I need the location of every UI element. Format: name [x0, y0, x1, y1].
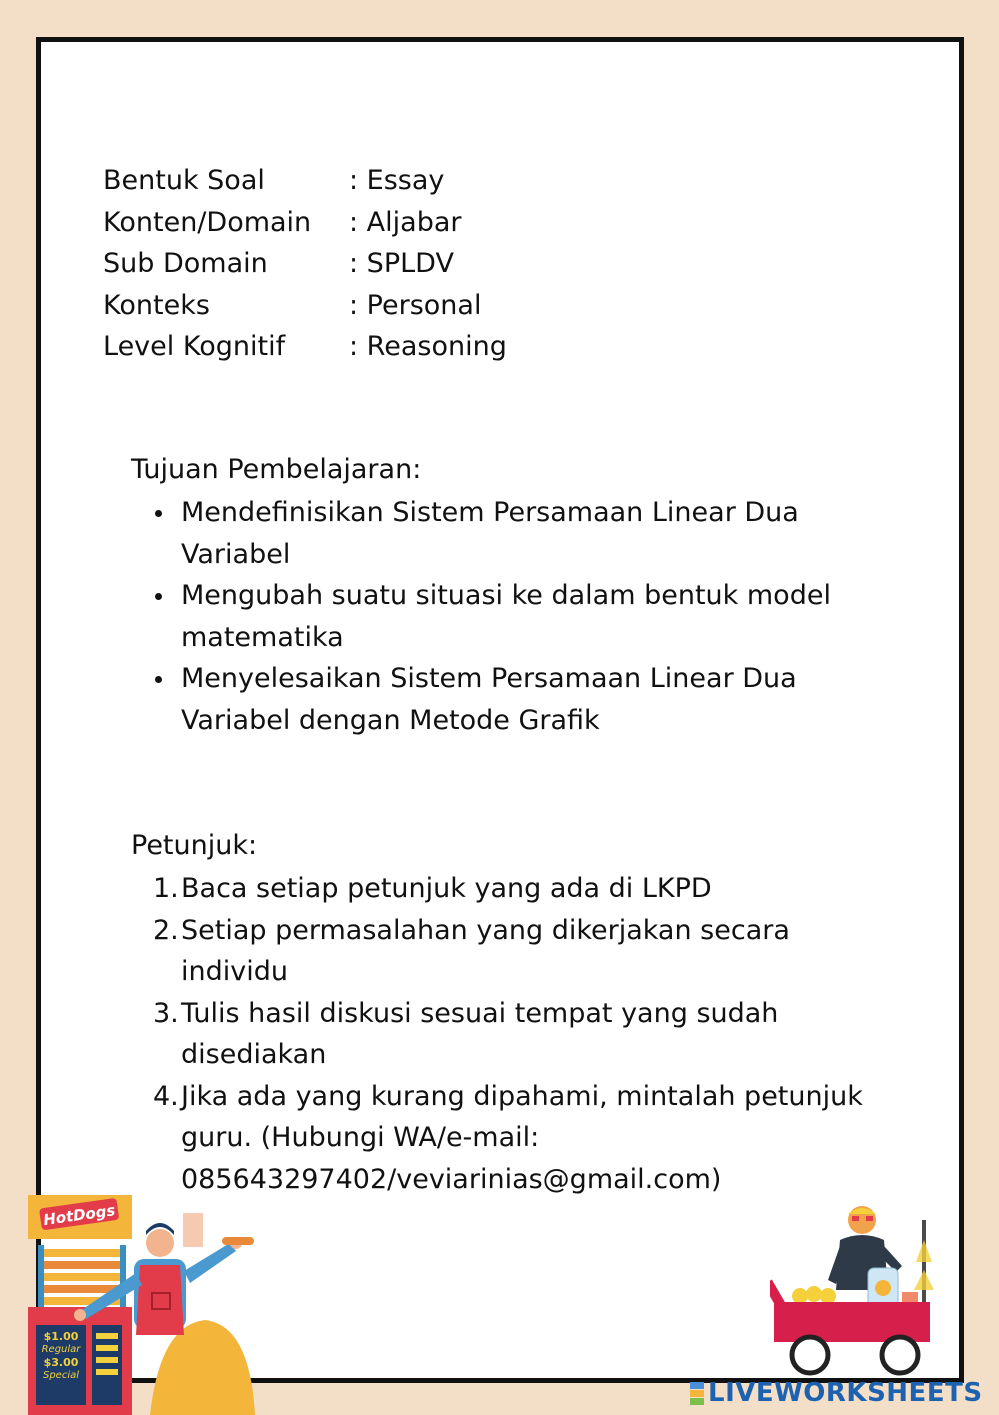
meta-value: : Aljabar — [349, 206, 462, 238]
learning-goals-list — [181, 492, 901, 741]
meta-value: : Reasoning — [349, 331, 507, 362]
sign-text: HotDogs — [42, 1201, 117, 1230]
list-item — [153, 868, 901, 910]
meta-label: Konten/Domain — [103, 206, 312, 238]
meta-row — [103, 285, 507, 327]
list-item — [153, 993, 901, 1076]
item-text: Jika ada yang kurang dipahami, mintalah petunjuk guru. (Hubungi WA/e-mail: 085643297402/veviarinias@gmail.com) — [181, 1080, 863, 1195]
hotdog-vendor-illustration — [0, 1185, 260, 1415]
worksheet-page — [36, 37, 964, 1383]
list-item: Menyelesaikan Sistem Persamaan Linear Dua Variabel dengan Metode Grafik — [181, 658, 901, 741]
list-item: Mengubah suatu situasi ke dalam bentuk model matematika — [181, 575, 901, 658]
price-special: $3.00 — [43, 1356, 79, 1369]
item-number: 4. — [153, 1080, 179, 1112]
meta-label: Level Kognitif — [103, 331, 286, 362]
liveworksheets-brand — [690, 1378, 983, 1408]
instructions-list — [153, 868, 901, 1200]
item-text: Setiap permasalahan yang dikerjakan secara individu — [181, 914, 790, 987]
meta-value: : Essay — [349, 165, 445, 196]
label-regular: Regular — [41, 1344, 81, 1355]
brand-logo-icon — [690, 1382, 704, 1405]
item-number: 2. — [153, 914, 179, 946]
item-text: Baca setiap petunjuk yang ada di LKPD — [181, 873, 712, 904]
meta-row — [103, 326, 507, 368]
meta-label: Konteks — [103, 289, 210, 321]
item-text: Tulis hasil diskusi sesuai tempat yang sudah disediakan — [181, 997, 779, 1070]
meta-row — [103, 202, 507, 244]
learning-goals-title: Tujuan Pembelajaran: — [131, 454, 422, 485]
meta-value: : SPLDV — [349, 248, 454, 279]
price-regular: $1.00 — [43, 1330, 79, 1343]
list-item: Mendefinisikan Sistem Persamaan Linear Dua Variabel — [181, 492, 901, 575]
meta-value: : Personal — [349, 289, 482, 321]
list-item — [153, 1076, 901, 1201]
meta-label: Bentuk Soal — [103, 165, 265, 196]
brand-text: LIVEWORKSHEETS — [708, 1378, 983, 1408]
meta-row — [103, 160, 507, 202]
list-item — [153, 910, 901, 993]
snack-vendor-illustration — [770, 1200, 970, 1380]
meta-info — [103, 160, 507, 368]
item-number: 3. — [153, 997, 179, 1029]
meta-label: Sub Domain — [103, 248, 268, 279]
instructions-title: Petunjuk: — [131, 830, 258, 861]
label-special: Special — [42, 1370, 80, 1381]
item-number: 1. — [153, 873, 179, 904]
meta-row — [103, 243, 507, 285]
